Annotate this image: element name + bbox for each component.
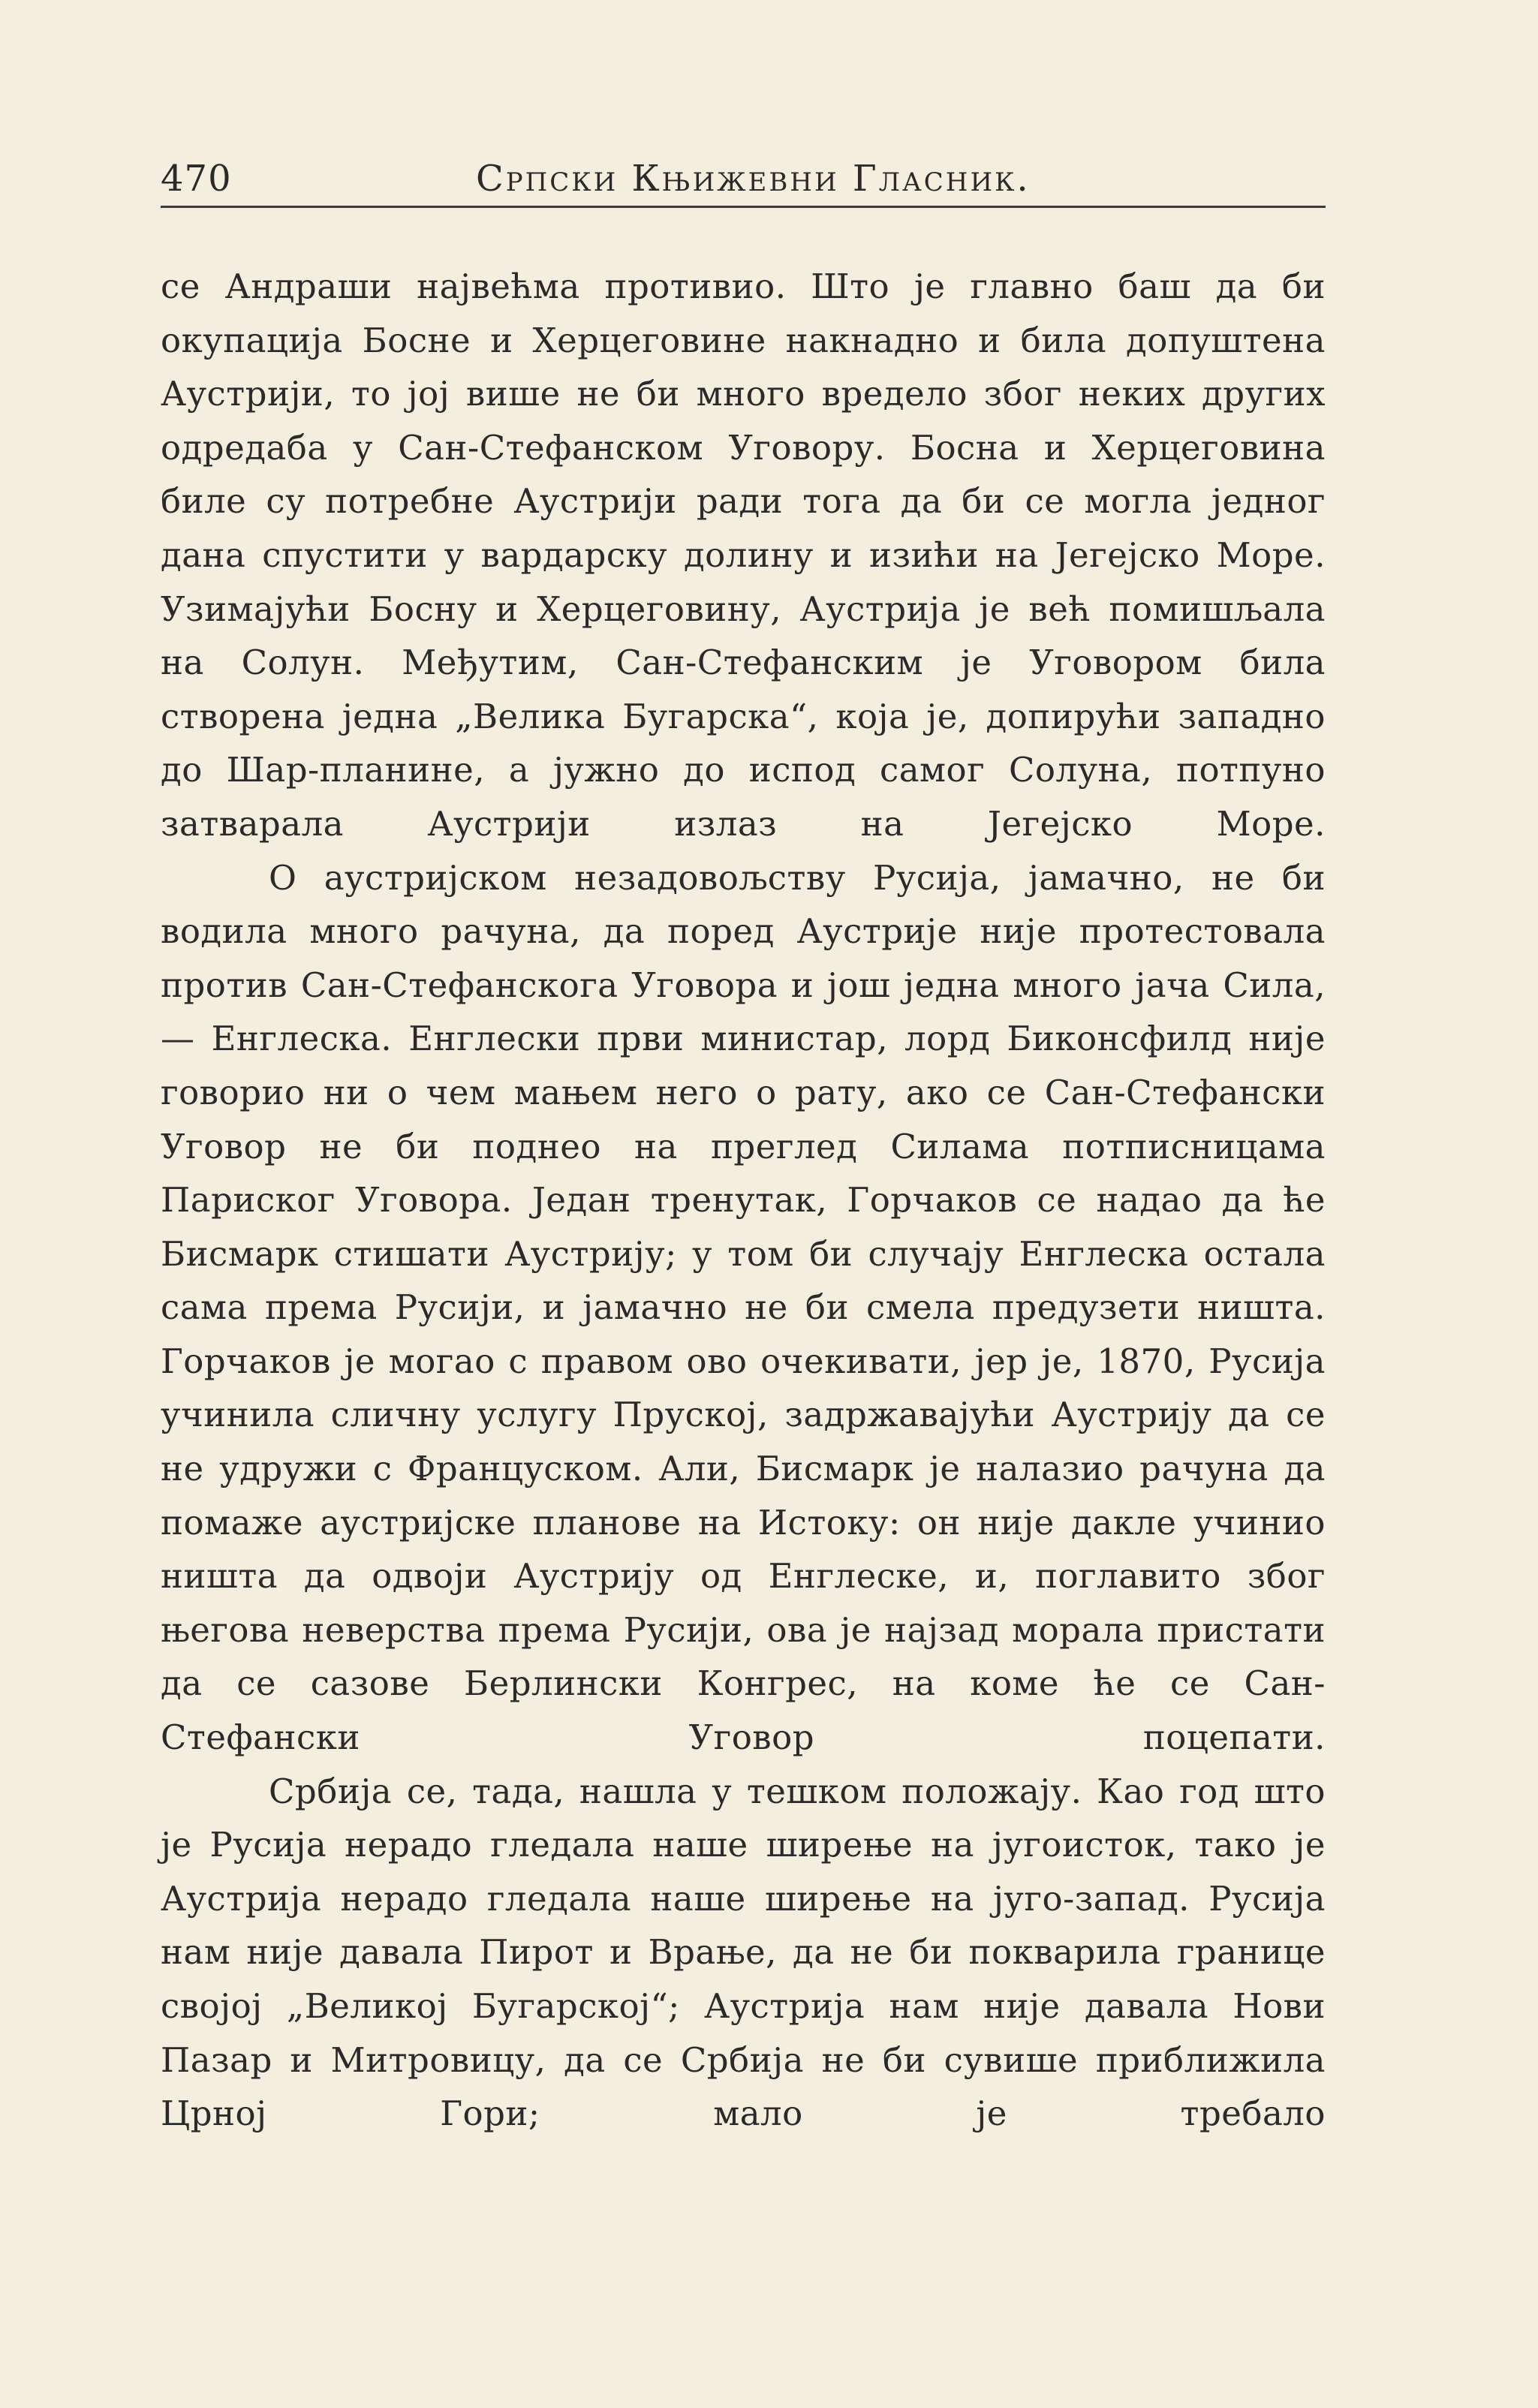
paragraph-3: Србија се, тада, нашла у тешком положају. Као год што је Русија нерадо гледала наше ширење на југоисток, тако је Аустрија нерадо гледала наше ширење на југо-запад. Русија нам није давала Пирот и Врање, да не би покварила границе својој „Великој Бугарској“; Аустрија нам није давала Нови Пазар и Митровицу, да се Србија не би сувише приближила Црној Гори; мало је требало: [161, 1771, 1326, 2134]
page-number: 470: [161, 158, 232, 200]
paragraph-2: О аустријском незадовољству Русија, јамачно, не би водила много рачуна, да поред Аустрије није протестовала против Сан-Стефанскога Уговора и још једна много јача Сила, — Енглеска. Енглески први министар, лорд Биконсфилд није говорио ни о чем мањем него о рату, ако се Сан-Стефански Уговор не би поднео на преглед Силама потписницама Париског Уговора. Један тренутак, Горчаков се надао да ће Бисмарк стишати Аустрију; у том би случају Енглеска остала сама према Русији, и јамачно не би смела предузети ништа. Горчаков је могао с правом ово очекивати, јер је, 1870, Русија учинила сличну услугу Пруској, задржавајући Аустрију да се не удружи с Француском. Али, Бисмарк је налазио рачуна да помаже аустријске планове на Истоку: он није дакле учинио ништа да одвоји Аустрију од Енглеске, и, поглавито због његова неверства према Русији, ова је најзад морала пристати да се сазове Берлински Конгрес, на коме ће се Сан-Стефански Уговор поцепати.: [161, 857, 1326, 1758]
body-text: [161, 260, 1326, 2141]
paragraph-1: се Андраши највећма противио. Што је главно баш да би окупација Босне и Херцеговине накнадно и била допуштена Аустрији, то јој више не би много вредело због неких других одредаба у Сан-Стефанском Уговору. Босна и Херцеговина биле су потребне Аустрији ради тога да би се могла једног дана спустити у вардарску долину и изићи на Јегејско Море. Узимајући Босну и Херцеговину, Аустрија је већ помишљала на Солун. Међутим, Сан-Стефанским је Уговором била створена једна „Велика Бугарска“, која је, допирући западно до Шар-планине, а јужно до испод самог Солуна, потпуно затварала Аустрији излаз на Јегејско Море.: [161, 266, 1326, 844]
running-head: [161, 156, 1326, 209]
header-rule: [161, 206, 1326, 208]
journal-title: Српски Књижевни Гласник.: [476, 158, 1031, 200]
